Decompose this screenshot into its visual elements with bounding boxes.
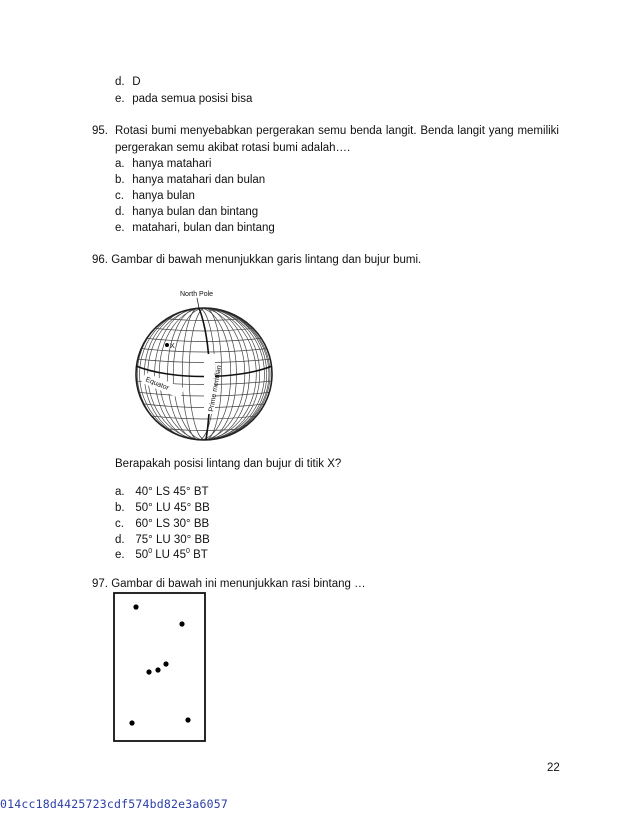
constellation-figure xyxy=(113,592,206,742)
latitude-line xyxy=(136,315,272,321)
prime-meridian-label: Prime meridian xyxy=(208,364,224,413)
q96-option-c: c. 60° LS 30° BB xyxy=(115,518,210,530)
q95-stem-line1: Rotasi bumi menyebabkan pergerakan semu benda langit. Benda langit yang memiliki xyxy=(115,125,559,137)
document-id-footer: 014cc18d4425723cdf574bd82e3a6057 xyxy=(0,797,228,811)
q95-option-c: c. hanya bulan xyxy=(115,190,195,202)
star xyxy=(129,720,134,725)
q96-option-e: e. $50^0$ LU $45^0$ BT xyxy=(115,548,208,561)
globe-figure xyxy=(120,282,292,446)
constellation-frame xyxy=(114,593,205,741)
q94-option-e: e. pada semua posisi bisa xyxy=(115,93,253,105)
point-x-label: X xyxy=(170,343,175,350)
q96-option-b: b. 50° LU 45° BB xyxy=(115,502,210,514)
q97-stem: 97. Gambar di bawah ini menunjukkan rasi bintang … xyxy=(92,578,366,590)
latitude-line xyxy=(136,348,272,352)
q96-question: Berapakah posisi lintang dan bujur di titik X? xyxy=(115,458,342,470)
latitude-line xyxy=(136,425,272,431)
point-x-marker xyxy=(165,343,169,347)
q95-option-d: d. hanya bulan dan bintang xyxy=(115,206,259,218)
q95-stem-line2: pergerakan semu akibat rotasi bumi adalah…. xyxy=(115,142,351,154)
equator-label: Equator xyxy=(144,376,170,393)
star xyxy=(179,621,184,626)
q96-option-a: a. 40° LS 45° BT xyxy=(115,486,209,498)
star xyxy=(163,661,168,666)
q95-option-b: b. hanya matahari dan bulan xyxy=(115,174,266,186)
q94-option-d: d. D xyxy=(115,76,141,88)
north-pole-label: North Pole xyxy=(180,291,214,298)
star xyxy=(146,669,151,674)
q95-number: 95. xyxy=(92,125,108,137)
q95-option-a: a. hanya matahari xyxy=(115,158,212,170)
star xyxy=(155,667,160,672)
q95-option-e: e. matahari, bulan dan bintang xyxy=(115,222,275,234)
q96-stem: 96. Gambar di bawah menunjukkan garis lintang dan bujur bumi. xyxy=(92,254,422,266)
star xyxy=(133,604,138,609)
star xyxy=(185,717,190,722)
north-pole-pointer xyxy=(197,298,199,308)
page-number: 22 xyxy=(547,762,560,774)
q96-option-d: d. 75° LU 30° BB xyxy=(115,534,210,546)
longitude-line xyxy=(140,308,267,440)
